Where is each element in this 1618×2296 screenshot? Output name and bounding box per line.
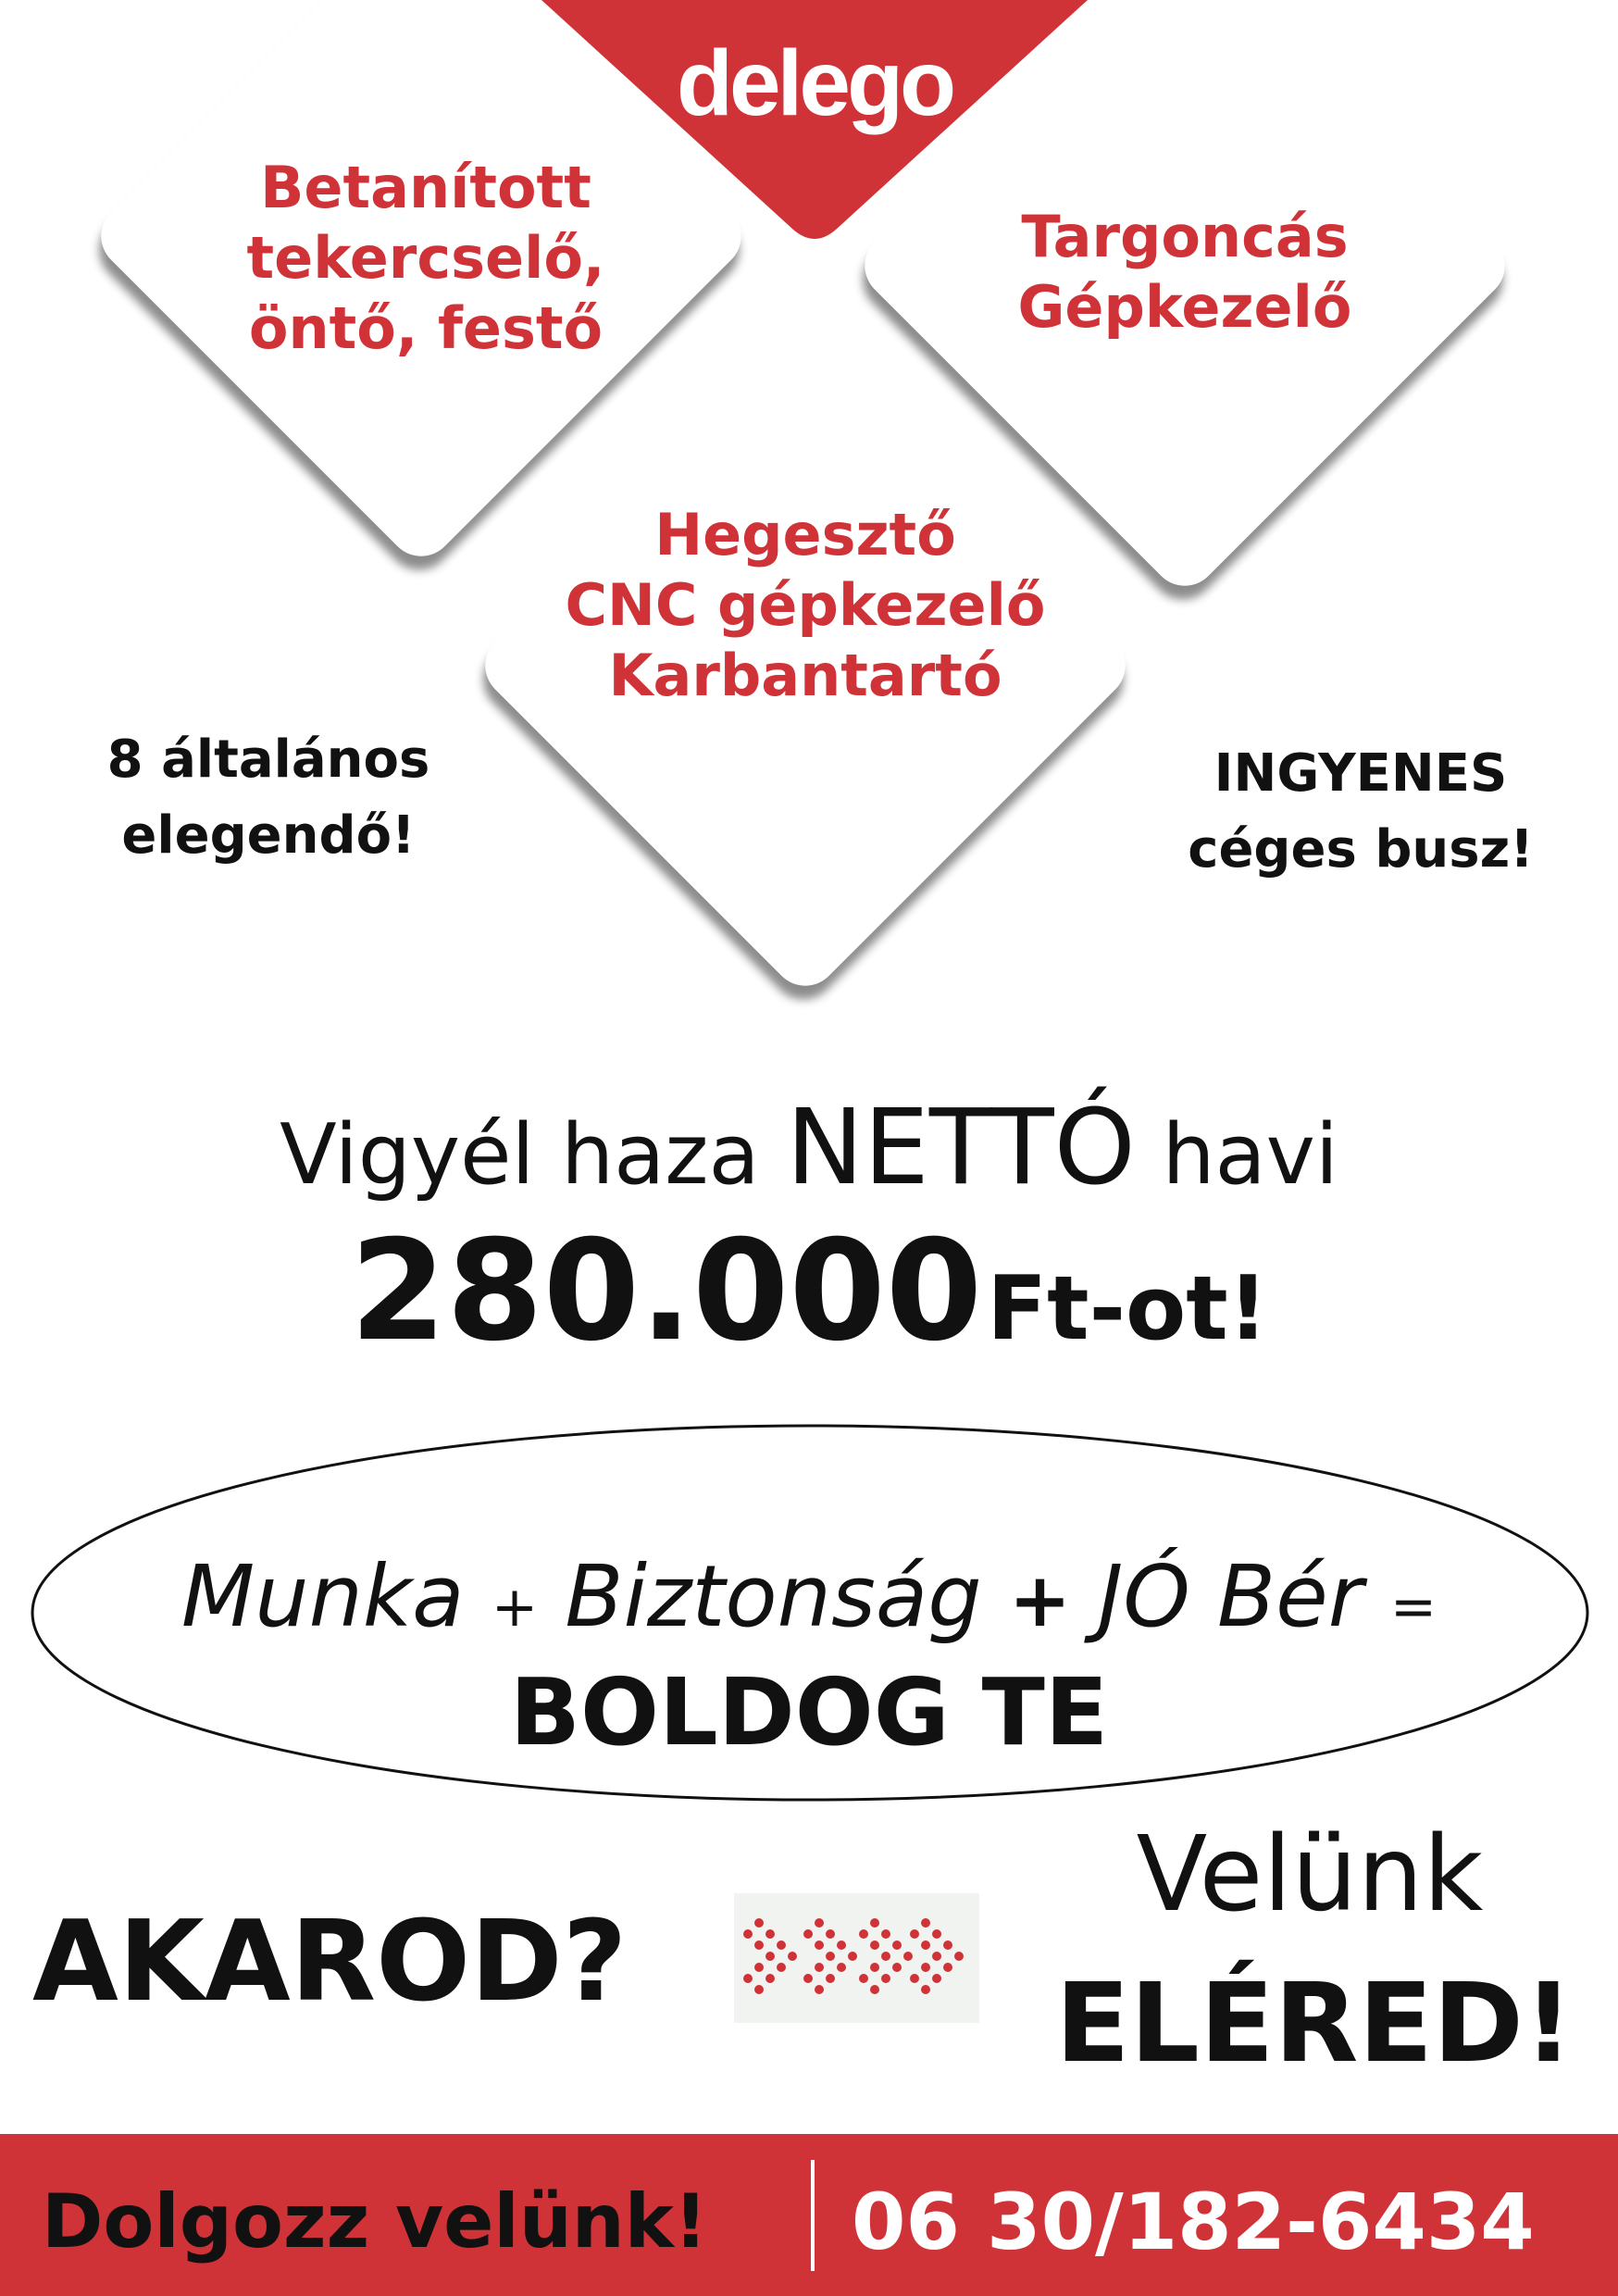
arrow-dot	[921, 1940, 930, 1950]
arrow-dot	[943, 1963, 952, 1972]
arrow-dot	[815, 1940, 824, 1950]
arrow-dot	[848, 1952, 857, 1961]
arrow-dot	[826, 1952, 835, 1961]
arrow-dot	[892, 1963, 902, 1972]
arrow-dot	[910, 1974, 919, 1983]
arrow-dot	[892, 1940, 902, 1950]
arrow-dot	[837, 1940, 846, 1950]
footer-slogan: Dolgozz velünk!	[42, 2178, 708, 2265]
arrow-dot	[788, 1952, 797, 1961]
arrows-panel	[734, 1893, 979, 2023]
salary-headline: Vigyél haza NETTÓ havi	[280, 1088, 1338, 1208]
arrow-dot	[754, 1963, 764, 1972]
role-forklift: Targoncás Gépkezelő	[1017, 203, 1352, 341]
arrow-dot	[943, 1940, 952, 1950]
arrow-dot	[803, 1929, 813, 1939]
footer-phone[interactable]: 06 30/182-6434	[852, 2177, 1535, 2267]
arrow-dot	[859, 1974, 868, 1983]
arrow-dot	[881, 1974, 890, 1983]
logo	[657, 28, 972, 139]
education-note: 8 általános elegendő!	[106, 730, 430, 866]
arrow-dot	[837, 1963, 846, 1972]
arrow-dot	[803, 1974, 813, 1983]
logo-text: delego	[676, 31, 953, 135]
arrow-dot	[754, 1940, 764, 1950]
arrow-dot	[743, 1929, 753, 1939]
arrow-dot	[754, 1918, 764, 1928]
equation-result: BOLDOG TE	[509, 1658, 1109, 1766]
arrow-dot	[870, 1940, 879, 1950]
salary-amount-line	[0, 1213, 1618, 1413]
arrow-dot	[932, 1929, 941, 1939]
equation-line: Munka + Biztonság + JÓ Bér =	[180, 1547, 1438, 1646]
arrow-dot	[921, 1985, 930, 1994]
arrow-dot	[754, 1985, 764, 1994]
dotted-chevrons-arrow-icon	[734, 1893, 979, 2023]
arrow-dot	[903, 1952, 913, 1961]
arrow-dot	[932, 1974, 941, 1983]
netto-emphasis: NETTÓ	[786, 1088, 1136, 1208]
arrow-dot	[765, 1974, 775, 1983]
arrow-dot	[826, 1929, 835, 1939]
footer-divider	[811, 2160, 815, 2271]
arrow-dot	[932, 1952, 941, 1961]
salary-currency: Ft-ot!	[987, 1258, 1269, 1360]
arrow-dot	[765, 1929, 775, 1939]
arrow-dot	[910, 1929, 919, 1939]
arrow-dot	[826, 1974, 835, 1983]
arrow-dot	[921, 1918, 930, 1928]
arrow-dot	[743, 1974, 753, 1983]
arrow-dot	[765, 1952, 775, 1961]
cta-question: AKAROD?	[32, 1898, 628, 2027]
arrow-dot	[954, 1952, 964, 1961]
footer-bar	[0, 2134, 1618, 2296]
role-operator: Betanított tekercselő, öntő, festő	[246, 154, 605, 362]
arrow-dot	[870, 1918, 879, 1928]
arrow-dot	[777, 1963, 786, 1972]
arrow-dot	[881, 1929, 890, 1939]
salary-amount: 280.000	[349, 1211, 983, 1372]
role-welder: Hegesztő CNC gépkezelő Karbantartó	[565, 501, 1046, 709]
arrow-dot	[870, 1985, 879, 1994]
bus-note: INGYENES céges busz!	[1188, 743, 1534, 880]
arrow-dot	[870, 1963, 879, 1972]
arrow-dot	[815, 1985, 824, 1994]
arrow-dot	[921, 1963, 930, 1972]
arrow-dot	[859, 1929, 868, 1939]
cta-elered: ELÉRED!	[1055, 1959, 1574, 2087]
cta-velunk: Velünk	[1136, 1815, 1484, 1935]
arrow-dot	[815, 1918, 824, 1928]
arrow-dot	[777, 1940, 786, 1950]
arrow-dot	[881, 1952, 890, 1961]
arrow-dot	[815, 1963, 824, 1972]
